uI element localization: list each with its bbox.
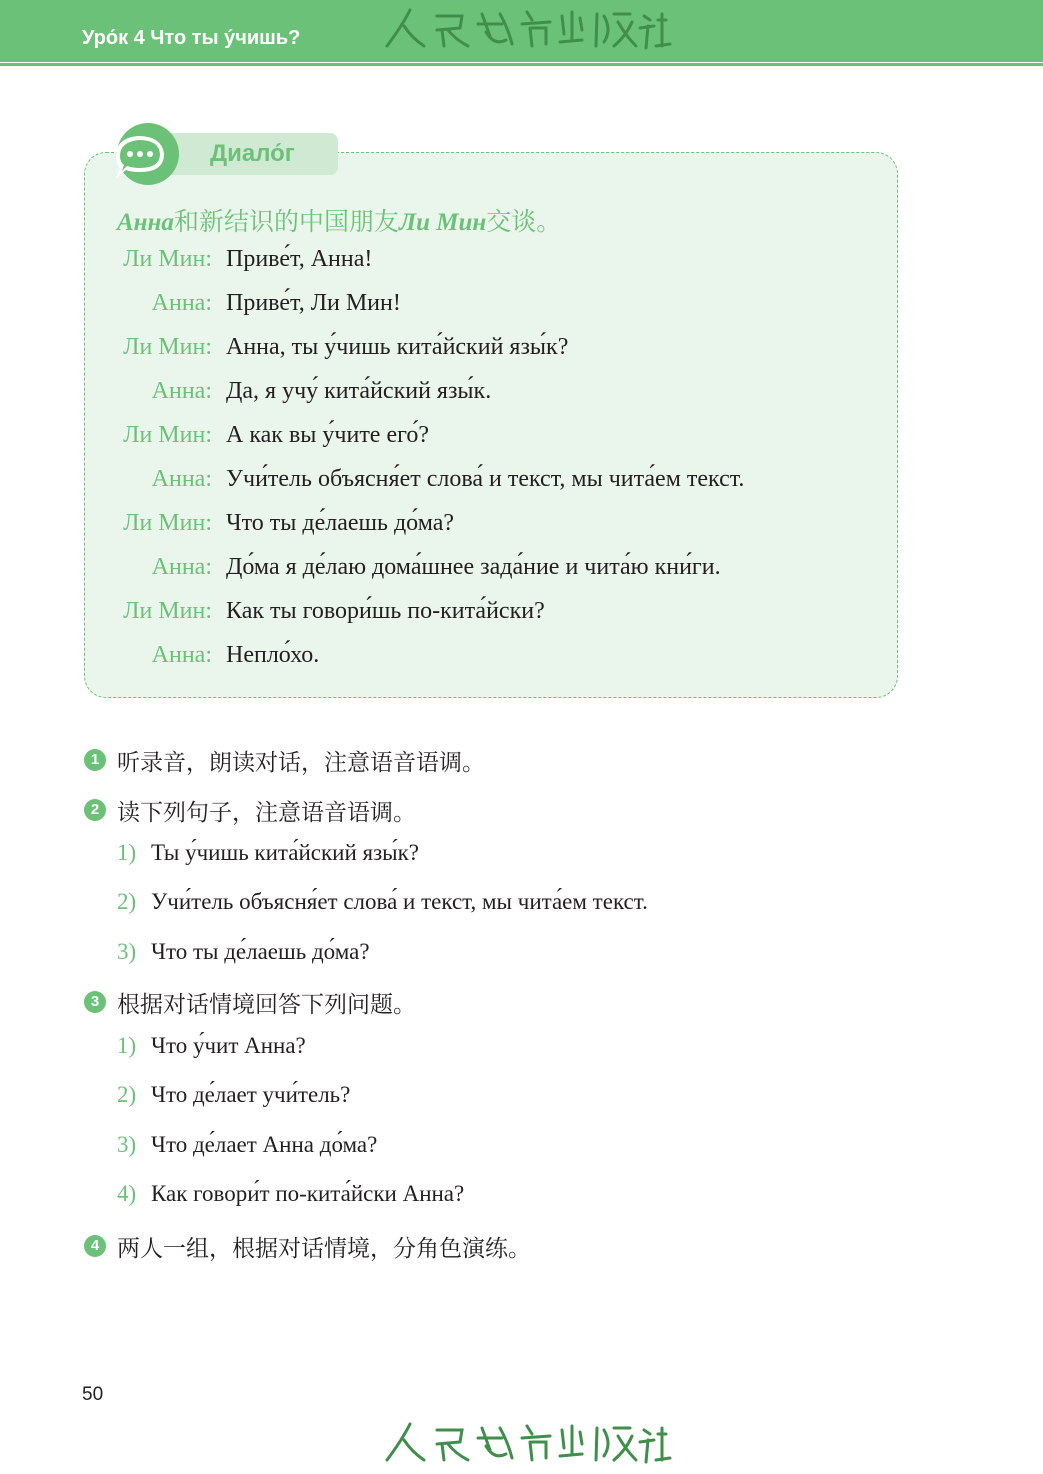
exercise-item-number: 1): [117, 840, 137, 865]
exercise-item-number: 2): [117, 889, 137, 914]
dialog-speaker: Ли Мин:: [123, 422, 212, 448]
lesson-title: Уро́к 4 Что ты у́чишь?: [82, 27, 301, 49]
dialog-speaker: Ли Мин:: [123, 510, 212, 536]
dialog-speaker: Анна:: [151, 554, 212, 580]
intro-name-anna: Анна: [117, 209, 174, 236]
exercise-item-number: 4): [117, 1181, 137, 1206]
exercise-item-number: 2): [117, 1082, 137, 1107]
exercise-item-text: Учи́тель объясня́ет слова́ и текст, мы чита́ем текст.: [151, 889, 648, 914]
publisher-logo: [382, 6, 672, 54]
exercise-number-badge: 4: [84, 1235, 106, 1257]
dialog-speech: Непло́хо.: [226, 642, 320, 668]
exercise-item-text: Как говори́т по-кита́йски Анна?: [151, 1181, 465, 1206]
exercise-item-text: Что де́лает учи́тель?: [151, 1082, 351, 1107]
dialog-speaker: Анна:: [151, 642, 212, 668]
intro-name-li-min: Ли Мин: [398, 209, 487, 236]
exercise-item-text: Что у́чит Анна?: [151, 1033, 306, 1058]
dialog-speaker: Анна:: [151, 466, 212, 492]
dialog-speech: Приве́т, Анна!: [226, 246, 373, 272]
exercise-item-text: Что ты де́лаешь до́ма?: [151, 939, 370, 964]
dialog-speech: Приве́т, Ли Мин!: [226, 290, 401, 316]
dialog-speaker: Ли Мин:: [123, 598, 212, 624]
dialog-speech: Учи́тель объясня́ет слова́ и текст, мы чита́ем текст.: [226, 466, 745, 492]
header-divider: [0, 63, 1043, 66]
dialog-speaker: Анна:: [151, 290, 212, 316]
exercise-item-text: Ты у́чишь кита́йский язы́к?: [151, 840, 420, 865]
exercise-instruction: 两人一组，根据对话情境，分角色演练。: [117, 1236, 531, 1261]
publisher-logo-bottom: [382, 1420, 672, 1468]
exercise-item-number: 3): [117, 1132, 137, 1157]
exercise-number-badge: 3: [84, 991, 106, 1013]
dialog-speaker: Ли Мин:: [123, 334, 212, 360]
intro-text-2: 交谈。: [486, 209, 562, 236]
dialog-tab-label: Диало́г: [210, 140, 295, 167]
exercise-instruction: 听录音，朗读对话，注意语音语调。: [117, 750, 485, 775]
dialog-speech: Да, я учу́ кита́йский язы́к.: [226, 378, 492, 404]
dialog-speech: Что ты де́лаешь до́ма?: [226, 510, 455, 536]
dialog-speaker: Анна:: [151, 378, 212, 404]
dialog-speech: До́ма я де́лаю дома́шнее зада́ние и чита́ю кни́ги.: [226, 554, 721, 580]
dialog-speech: А как вы у́чите его́?: [226, 422, 430, 448]
dialog-intro: [117, 202, 561, 238]
chat-bubble-icon: [108, 122, 182, 186]
exercise-item-number: 3): [117, 939, 137, 964]
exercise-instruction: 根据对话情境回答下列问题。: [117, 992, 416, 1017]
dialog-speaker: Ли Мин:: [123, 246, 212, 272]
dialog-speech: Анна, ты у́чишь кита́йский язы́к?: [226, 334, 569, 360]
exercise-instruction: 读下列句子，注意语音语调。: [117, 800, 416, 825]
exercise-item-text: Что де́лает Анна до́ма?: [151, 1132, 378, 1157]
exercise-number-badge: 2: [84, 799, 106, 821]
dialog-speech: Как ты говори́шь по-кита́йски?: [226, 598, 545, 624]
intro-text-1: 和新结识的中国朋友: [173, 209, 399, 236]
page-number: 50: [82, 1384, 104, 1405]
exercise-item-number: 1): [117, 1033, 137, 1058]
exercise-number-badge: 1: [84, 749, 106, 771]
